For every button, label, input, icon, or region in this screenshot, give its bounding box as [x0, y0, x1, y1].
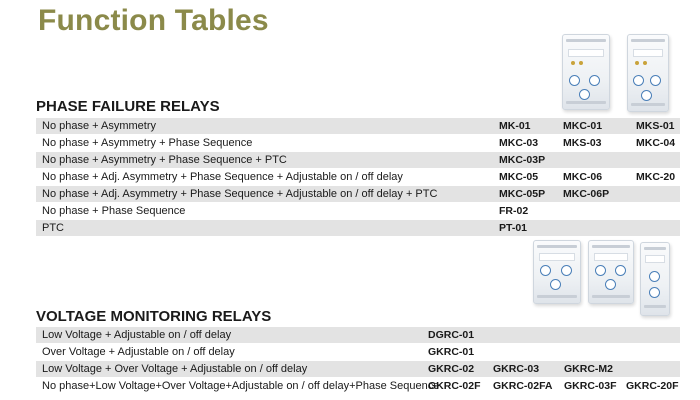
- table-row: [36, 152, 680, 169]
- voltage-monitoring-table: [36, 327, 680, 395]
- product-code: PT-01: [499, 222, 528, 234]
- row-description: Low Voltage + Over Voltage + Adjustable on / off delay: [42, 363, 308, 375]
- row-description: PTC: [42, 222, 64, 234]
- product-code: DGRC-01: [428, 329, 475, 341]
- product-code: GKRC-01: [428, 346, 475, 358]
- phase-failure-table: [36, 118, 680, 237]
- product-code: MKC-03P: [499, 154, 546, 166]
- product-code: MKC-05: [499, 171, 539, 183]
- relay-device-image-2: [627, 34, 669, 112]
- row-description: Low Voltage + Adjustable on / off delay: [42, 329, 232, 341]
- product-code: GKRC-02: [428, 363, 475, 375]
- table-row: [36, 220, 680, 237]
- table-row: [36, 186, 680, 203]
- page-title: Function Tables: [38, 4, 269, 37]
- product-code: GKRC-20F: [626, 380, 679, 392]
- table-row: [36, 203, 680, 220]
- row-description: Over Voltage + Adjustable on / off delay: [42, 346, 235, 358]
- product-code: MK-01: [499, 120, 531, 132]
- product-code: GKRC-03F: [564, 380, 617, 392]
- table-row: [36, 361, 680, 378]
- relay-device-image-1: [562, 34, 610, 110]
- table-row: [36, 378, 680, 395]
- voltage-monitoring-relays-heading: VOLTAGE MONITORING RELAYS: [36, 308, 272, 325]
- row-description: No phase+Low Voltage+Over Voltage+Adjustable on / off delay+Phase Sequence: [42, 380, 440, 392]
- row-description: No phase + Asymmetry: [42, 120, 157, 132]
- row-description: No phase + Asymmetry + Phase Sequence: [42, 137, 253, 149]
- table-row: [36, 118, 680, 135]
- product-code: MKC-05P: [499, 188, 546, 200]
- relay-device-image-5: [640, 242, 670, 316]
- product-code: MKC-03: [499, 137, 539, 149]
- product-code: GKRC-02FA: [493, 380, 553, 392]
- product-code: MKC-01: [563, 120, 603, 132]
- row-description: No phase + Adj. Asymmetry + Phase Sequence + Adjustable on / off delay + PTC: [42, 188, 438, 200]
- product-code: FR-02: [499, 205, 529, 217]
- table-row: [36, 344, 680, 361]
- phase-failure-relays-heading: PHASE FAILURE RELAYS: [36, 98, 220, 115]
- product-code: MKC-06P: [563, 188, 610, 200]
- product-code: MKS-03: [563, 137, 602, 149]
- row-description: No phase + Adj. Asymmetry + Phase Sequence + Adjustable on / off delay: [42, 171, 403, 183]
- product-code: MKS-01: [636, 120, 675, 132]
- row-description: No phase + Asymmetry + Phase Sequence + PTC: [42, 154, 287, 166]
- product-code: MKC-20: [636, 171, 676, 183]
- product-code: MKC-04: [636, 137, 676, 149]
- relay-device-image-4: [588, 240, 634, 304]
- table-row: [36, 169, 680, 186]
- table-row: [36, 327, 680, 344]
- product-code: GKRC-M2: [564, 363, 613, 375]
- table-row: [36, 135, 680, 152]
- product-code: MKC-06: [563, 171, 603, 183]
- product-code: GKRC-02F: [428, 380, 481, 392]
- product-code: GKRC-03: [493, 363, 540, 375]
- relay-device-image-3: [533, 240, 581, 304]
- row-description: No phase + Phase Sequence: [42, 205, 186, 217]
